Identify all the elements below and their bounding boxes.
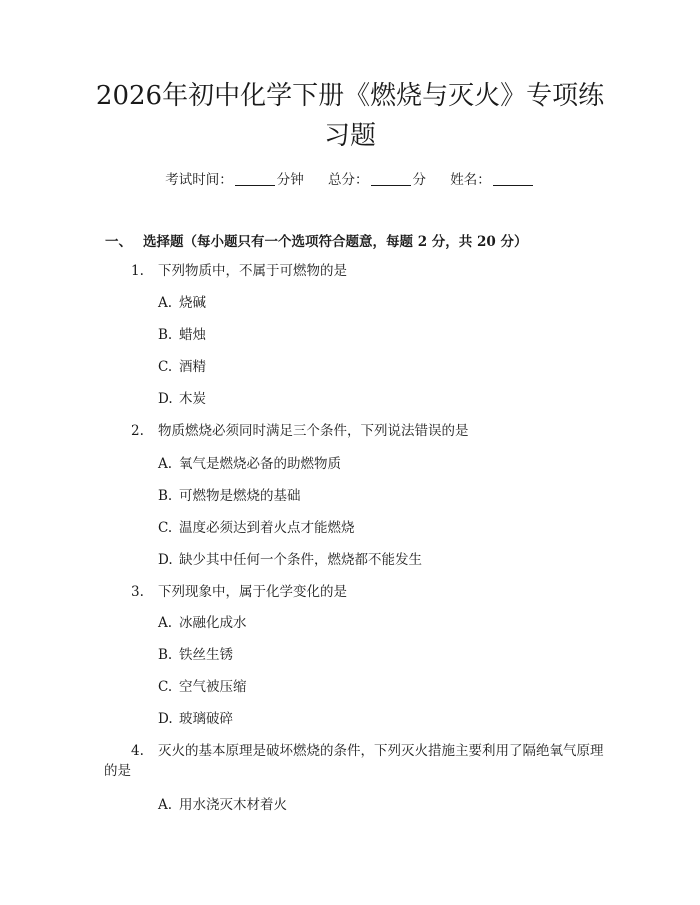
exam-time-blank <box>235 185 275 186</box>
question-2 <box>131 421 469 441</box>
option-letter: A. <box>158 456 173 472</box>
option-4a <box>158 795 287 815</box>
option-letter: D. <box>158 391 173 407</box>
total-score-blank <box>371 185 411 186</box>
exam-time-label: 考试时间： <box>165 172 233 188</box>
option-letter: C. <box>158 520 173 536</box>
question-text: 下列物质中，不属于可燃物的是 <box>158 263 347 279</box>
option-2a <box>158 454 341 474</box>
question-text: 灭火的基本原理是破坏燃烧的条件，下列灭火措施主要利用了隔绝氧气原理的是 <box>104 743 604 779</box>
total-score-unit: 分 <box>412 172 426 188</box>
question-text: 物质燃烧必须同时满足三个条件，下列说法错误的是 <box>158 423 469 439</box>
option-3d <box>158 709 233 729</box>
option-1c <box>158 357 206 377</box>
option-text: 氧气是燃烧必备的助燃物质 <box>179 456 341 472</box>
option-letter: B. <box>158 488 173 504</box>
option-letter: C. <box>158 679 173 695</box>
question-number: 3. <box>131 584 144 600</box>
question-number: 4. <box>131 743 144 759</box>
option-letter: B. <box>158 647 173 663</box>
option-text: 烧碱 <box>179 295 206 311</box>
option-1b <box>158 325 206 345</box>
option-text: 冰融化成水 <box>179 615 247 631</box>
option-letter: D. <box>158 711 173 727</box>
option-2b <box>158 486 301 506</box>
question-number: 1. <box>131 263 144 279</box>
exam-time-field <box>165 168 304 188</box>
option-letter: B. <box>158 327 173 343</box>
option-2d <box>158 550 422 570</box>
page-title: 2026年初中化学下册《燃烧与灭火》专项练习题 <box>95 81 605 151</box>
total-score-label: 总分： <box>328 172 369 188</box>
option-3c <box>158 677 247 697</box>
option-3b <box>158 645 233 665</box>
option-1d <box>158 389 206 409</box>
option-text: 酒精 <box>179 359 206 375</box>
question-text: 下列现象中，属于化学变化的是 <box>158 584 347 600</box>
option-letter: A. <box>158 615 173 631</box>
question-3 <box>131 582 347 602</box>
option-text: 缺少其中任何一个条件，燃烧都不能发生 <box>179 552 422 568</box>
option-letter: D. <box>158 552 173 568</box>
section-title: 选择题（每小题只有一个选项符合题意，每题 2 分，共 20 分） <box>143 234 528 250</box>
total-score-field <box>328 168 426 188</box>
exam-time-unit: 分钟 <box>276 172 304 188</box>
option-text: 温度必须达到着火点才能燃烧 <box>179 520 355 536</box>
question-1 <box>131 261 347 281</box>
option-text: 木炭 <box>179 391 206 407</box>
option-2c <box>158 518 355 538</box>
student-name-label: 姓名： <box>450 172 491 188</box>
option-letter: C. <box>158 359 173 375</box>
option-text: 蜡烛 <box>179 327 206 343</box>
option-text: 玻璃破碎 <box>179 711 233 727</box>
section-heading <box>105 230 527 250</box>
option-text: 用水浇灭木材着火 <box>179 797 287 813</box>
option-text: 铁丝生锈 <box>179 647 233 663</box>
question-number: 2. <box>131 423 144 439</box>
option-1a <box>158 293 206 313</box>
option-text: 空气被压缩 <box>179 679 247 695</box>
option-3a <box>158 613 247 633</box>
exam-info-line <box>0 168 700 188</box>
student-name-field <box>450 168 535 188</box>
section-number: 一、 <box>105 234 132 250</box>
student-name-blank <box>493 185 533 186</box>
option-letter: A. <box>158 295 173 311</box>
option-text: 可燃物是燃烧的基础 <box>179 488 301 504</box>
option-letter: A. <box>158 797 173 813</box>
question-4 <box>104 741 604 781</box>
